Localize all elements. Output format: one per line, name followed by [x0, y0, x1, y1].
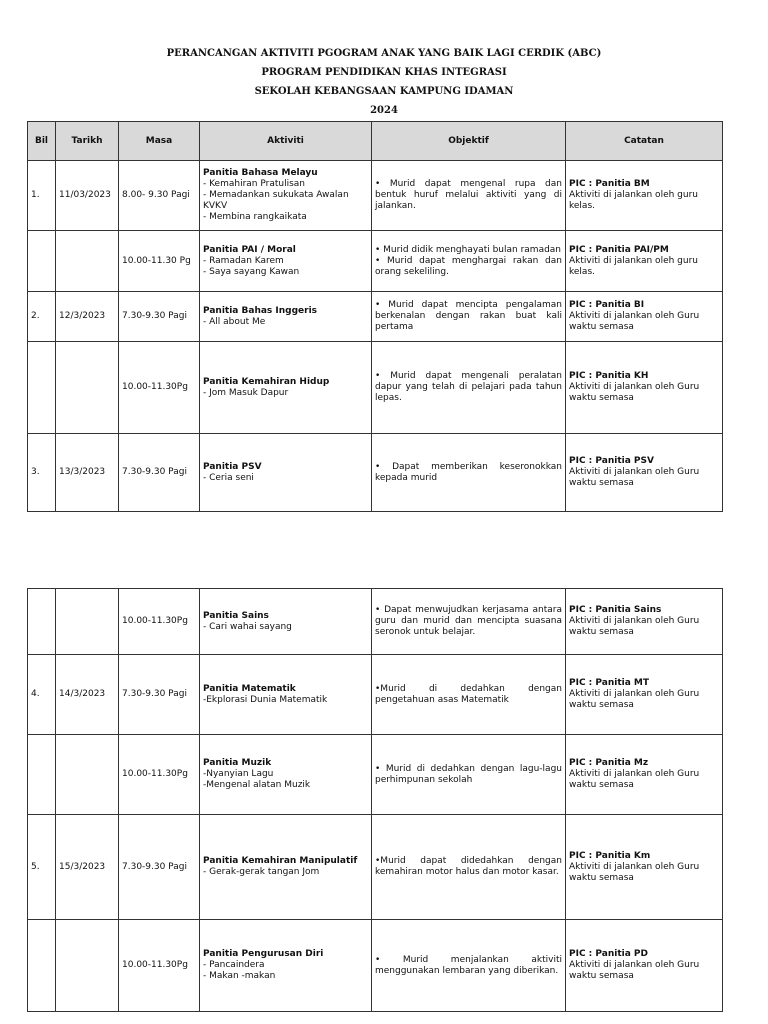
catatan-note: Aktiviti di jalankan oleh guru kelas. [569, 190, 698, 211]
cell-bil: 5. [28, 815, 56, 920]
objektif-item: • Murid menjalankan aktiviti menggunakan lembaran yang diberikan. [375, 954, 562, 976]
activity-table-page-2 [27, 588, 723, 1012]
table-row [28, 815, 723, 920]
cell-objektif [372, 735, 566, 815]
cell-aktiviti [200, 735, 372, 815]
cell-aktiviti [200, 231, 372, 292]
col-header-aktiviti: Aktiviti [200, 122, 372, 161]
aktiviti-item: - Jom Masuk Dapur [203, 387, 289, 398]
table-body-page-1 [28, 161, 723, 512]
table-row [28, 655, 723, 735]
cell-objektif [372, 161, 566, 231]
cell-aktiviti [200, 655, 372, 735]
table-row [28, 434, 723, 512]
aktiviti-item: - Kemahiran Pratulisan [203, 179, 305, 189]
cell-masa: 10.00-11.30Pg [119, 735, 200, 815]
cell-objektif [372, 655, 566, 735]
cell-aktiviti [200, 589, 372, 655]
objektif-item: • Dapat memberikan keseronokkan kepada murid [375, 461, 562, 483]
cell-catatan [566, 655, 723, 735]
table-row [28, 920, 723, 1012]
pic-label: PIC : Panitia BI [569, 300, 645, 310]
objektif-item: •Murid dapat didedahkan dengan kemahiran motor halus dan motor kasar. [375, 856, 562, 877]
catatan-note: Aktiviti di jalankan oleh Guru waktu semasa [569, 467, 700, 488]
table-row [28, 231, 723, 292]
aktiviti-item: -Nyanyian Lagu [203, 769, 274, 779]
cell-catatan [566, 815, 723, 920]
aktiviti-title: Panitia Bahas Inggeris [203, 305, 318, 316]
cell-aktiviti [200, 292, 372, 342]
catatan-note: Aktiviti di jalankan oleh guru kelas. [569, 255, 698, 277]
cell-masa: 10.00-11.30Pg [119, 920, 200, 1012]
cell-tarikh [56, 735, 119, 815]
cell-catatan [566, 920, 723, 1012]
pic-label: PIC : Panitia Sains [569, 605, 662, 615]
aktiviti-title: Panitia PAI / Moral [203, 244, 296, 255]
pic-label: PIC : Panitia PSV [569, 456, 654, 466]
cell-catatan [566, 589, 723, 655]
aktiviti-title: Panitia Sains [203, 610, 269, 621]
objektif-item: • Murid dapat mengenali peralatan dapur yang telah di pelajari pada tahun lepas. [375, 371, 562, 403]
catatan-note: Aktiviti di jalankan oleh Guru waktu semasa [569, 960, 700, 981]
cell-tarikh [56, 589, 119, 655]
cell-masa: 8.00- 9.30 Pagi [119, 161, 200, 231]
pic-label: PIC : Panitia MT [569, 678, 650, 688]
cell-objektif [372, 920, 566, 1012]
pic-label: PIC : Panitia PD [569, 949, 648, 959]
objektif-item: • Murid di dedahkan dengan lagu-lagu perhimpunan sekolah [375, 763, 562, 785]
cell-masa: 10.00-11.30 Pg [119, 231, 200, 292]
objektif-item: • Dapat menwujudkan kerjasama antara guru dan murid dan mencipta suasana seronok untuk belajar. [375, 605, 562, 637]
cell-catatan [566, 434, 723, 512]
cell-tarikh: 11/03/2023 [56, 161, 119, 231]
cell-masa: 7.30-9.30 Pagi [119, 815, 200, 920]
aktiviti-title: Panitia Kemahiran Hidup [203, 376, 330, 387]
table-row [28, 589, 723, 655]
cell-tarikh: 15/3/2023 [56, 815, 119, 920]
title-year: 2024 [370, 105, 398, 116]
cell-catatan [566, 231, 723, 292]
catatan-note: Aktiviti di jalankan oleh Guru waktu semasa [569, 382, 700, 403]
cell-bil [28, 342, 56, 434]
cell-tarikh: 12/3/2023 [56, 292, 119, 342]
title-line-3: SEKOLAH KEBANGSAAN KAMPUNG IDAMAN [254, 86, 514, 97]
cell-objektif [372, 434, 566, 512]
cell-tarikh [56, 920, 119, 1012]
aktiviti-item: - Ramadan Karem [203, 255, 284, 266]
cell-catatan [566, 292, 723, 342]
catatan-note: Aktiviti di jalankan oleh Guru waktu semasa [569, 689, 700, 710]
cell-aktiviti [200, 434, 372, 512]
pic-label: PIC : Panitia PAI/PM [569, 244, 669, 255]
aktiviti-item: - Makan -makan [203, 971, 276, 981]
aktiviti-title: Panitia Muzik [203, 758, 272, 768]
col-header-tarikh: Tarikh [56, 122, 119, 161]
cell-tarikh: 13/3/2023 [56, 434, 119, 512]
pic-label: PIC : Panitia KH [569, 371, 649, 381]
cell-objektif [372, 292, 566, 342]
objektif-item: • Murid didik menghayati bulan ramadan [375, 244, 562, 255]
col-header-objektif: Objektif [372, 122, 566, 161]
cell-bil [28, 735, 56, 815]
cell-masa: 7.30-9.30 Pagi [119, 655, 200, 735]
document-title-block [0, 44, 768, 120]
aktiviti-item: - Ceria seni [203, 472, 254, 483]
pic-label: PIC : Panitia BM [569, 179, 650, 189]
activity-table-page-1 [27, 121, 723, 512]
objektif-item: • Murid dapat mencipta pengalaman berkenalan dengan rakan buat kali pertama [375, 300, 562, 332]
aktiviti-item: - Cari wahai sayang [203, 621, 292, 632]
objektif-item: •Murid di dedahkan dengan pengetahuan asas Matematik [375, 683, 562, 705]
cell-objektif [372, 589, 566, 655]
cell-aktiviti [200, 815, 372, 920]
cell-bil: 4. [28, 655, 56, 735]
catatan-note: Aktiviti di jalankan oleh Guru waktu semasa [569, 616, 700, 637]
pic-label: PIC : Panitia Km [569, 850, 651, 861]
aktiviti-item: - Pancaindera [203, 960, 265, 970]
table-row [28, 161, 723, 231]
cell-tarikh [56, 342, 119, 434]
cell-bil: 1. [28, 161, 56, 231]
cell-bil: 2. [28, 292, 56, 342]
aktiviti-item: -Ekplorasi Dunia Matematik [203, 694, 328, 705]
title-line-1: PERANCANGAN AKTIVITI PGOGRAM ANAK YANG BAIK LAGI CERDIK (ABC) [166, 48, 602, 59]
cell-objektif [372, 231, 566, 292]
cell-bil [28, 920, 56, 1012]
catatan-note: Aktiviti di jalankan oleh Guru waktu semasa [569, 311, 700, 332]
aktiviti-title: Panitia Kemahiran Manipulatif [203, 856, 358, 866]
aktiviti-title: Panitia Bahasa Melayu [203, 168, 318, 178]
catatan-note: Aktiviti di jalankan oleh Guru waktu semasa [569, 861, 700, 883]
aktiviti-item: - All about Me [203, 316, 266, 327]
table-row [28, 735, 723, 815]
aktiviti-title: Panitia Matematik [203, 683, 296, 694]
cell-catatan [566, 342, 723, 434]
pic-label: PIC : Panitia Mz [569, 758, 649, 768]
aktiviti-title: Panitia Pengurusan Diri [203, 949, 324, 959]
cell-tarikh [56, 231, 119, 292]
aktiviti-item: - Saya sayang Kawan [203, 266, 300, 277]
table-row [28, 292, 723, 342]
aktiviti-item: - Gerak-gerak tangan Jom [203, 867, 320, 877]
aktiviti-item: - Memadankan sukukata Awalan KVKV [203, 190, 349, 211]
cell-masa: 7.30-9.30 Pagi [119, 434, 200, 512]
objektif-item: • Murid dapat mengenal rupa dan bentuk huruf melalui aktiviti yang di jalankan. [375, 179, 562, 211]
cell-tarikh: 14/3/2023 [56, 655, 119, 735]
cell-masa: 7.30-9.30 Pagi [119, 292, 200, 342]
col-header-bil: Bil [28, 122, 56, 161]
title-line-2: PROGRAM PENDIDIKAN KHAS INTEGRASI [261, 67, 507, 78]
cell-bil [28, 589, 56, 655]
cell-aktiviti [200, 342, 372, 434]
aktiviti-item: -Mengenal alatan Muzik [203, 780, 311, 790]
cell-catatan [566, 161, 723, 231]
aktiviti-title: Panitia PSV [203, 461, 262, 472]
cell-aktiviti [200, 161, 372, 231]
cell-bil [28, 231, 56, 292]
cell-objektif [372, 815, 566, 920]
cell-masa: 10.00-11.30Pg [119, 589, 200, 655]
cell-masa: 10.00-11.30Pg [119, 342, 200, 434]
aktiviti-item: - Membina rangkaikata [203, 212, 307, 222]
table-body-page-2 [28, 589, 723, 1012]
col-header-catatan: Catatan [566, 122, 723, 161]
cell-objektif [372, 342, 566, 434]
table-row [28, 342, 723, 434]
cell-bil: 3. [28, 434, 56, 512]
cell-aktiviti [200, 920, 372, 1012]
cell-catatan [566, 735, 723, 815]
table-header-row [28, 122, 723, 161]
objektif-item: • Murid dapat menghargai rakan dan orang sekeliling. [375, 255, 562, 277]
col-header-masa: Masa [119, 122, 200, 161]
catatan-note: Aktiviti di jalankan oleh Guru waktu semasa [569, 769, 700, 790]
